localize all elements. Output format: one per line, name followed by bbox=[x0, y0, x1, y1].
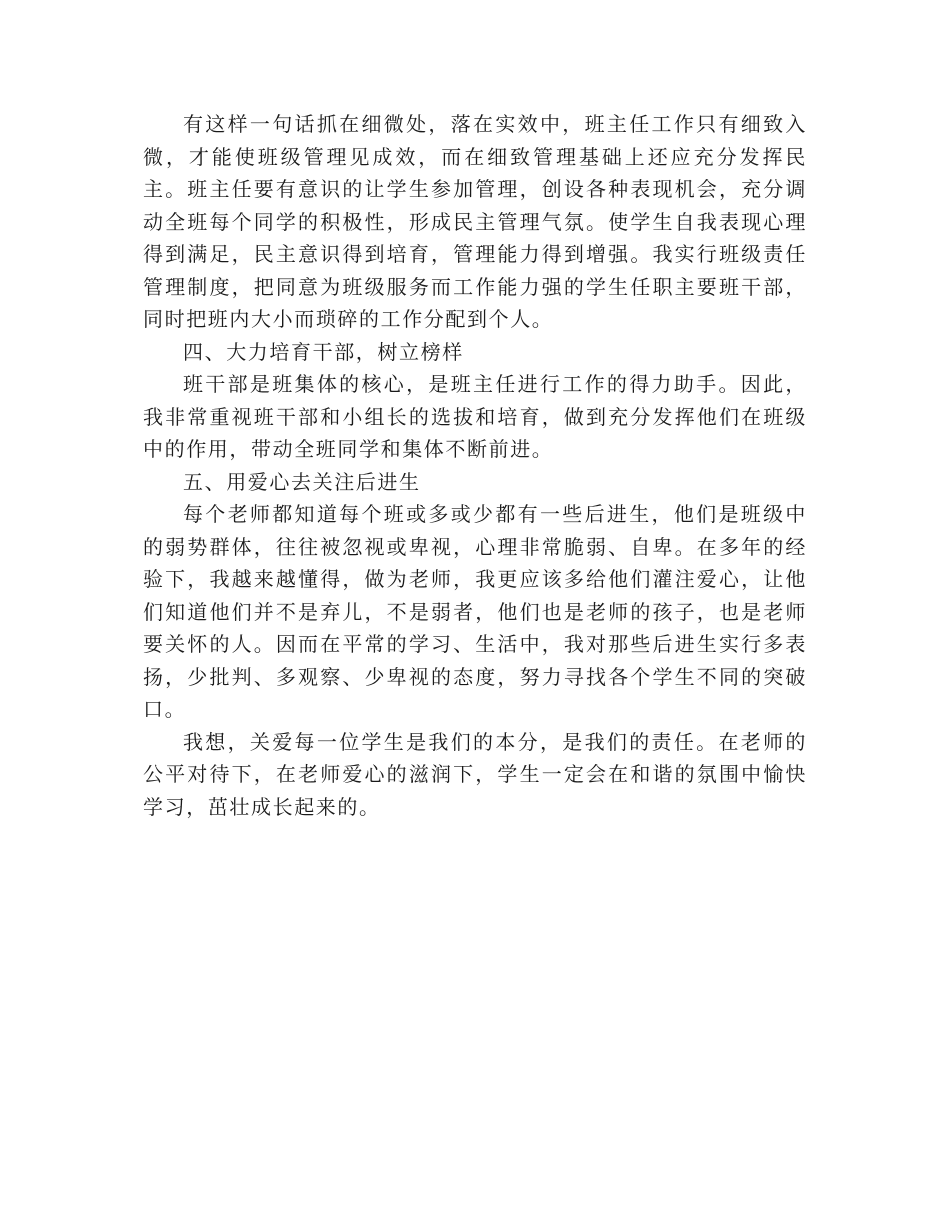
paragraph-class-cadres: 班干部是班集体的核心，是班主任进行工作的得力助手。因此，我非常重视班干部和小组长的选拔和培育，做到充分发挥他们在班级中的作用，带动全班同学和集体不断前进。 bbox=[143, 372, 807, 461]
paragraph-underachievers: 每个老师都知道每个班或多或少都有一些后进生，他们是班级中的弱势群体，往往被忽视或卑视，心理非常脆弱、自卑。在多年的经验下，我越来越懂得，做为老师，我更应该多给他们灌注爱心，让他们知道他们并不是弃儿，不是弱者，他们也是老师的孩子，也是老师要关怀的人。因而在平常的学习、生活中，我对那些后进生实行多表扬，少批判、多观察、少卑视的态度，努力寻找各个学生不同的突破口。 bbox=[143, 502, 807, 721]
section-heading-underachievers: 五、用爱心去关注后进生 bbox=[183, 469, 421, 494]
document-body bbox=[143, 108, 807, 823]
paragraph-democratic-management: 有这样一句话抓在细微处，落在实效中，班主任工作只有细致入微，才能使班级管理见成效，而在细致管理基础上还应充分发挥民主。班主任要有意识的让学生参加管理，创设各种表现机会，充分调动全班每个同学的积极性，形成民主管理气氛。使学生自我表现心理得到满足，民主意识得到培育，管理能力得到增强。我实行班级责任管理制度，把同意为班级服务而工作能力强的学生任职主要班干部，同时把班内大小而琐碎的工作分配到个人。 bbox=[143, 112, 807, 331]
section-heading-cadres: 四、大力培育干部，树立榜样 bbox=[183, 339, 464, 364]
paragraph-conclusion: 我想，关爱每一位学生是我们的本分，是我们的责任。在老师的公平对待下，在老师爱心的滋润下，学生一定会在和谐的氛围中愉快学习，茁壮成长起来的。 bbox=[143, 729, 807, 819]
